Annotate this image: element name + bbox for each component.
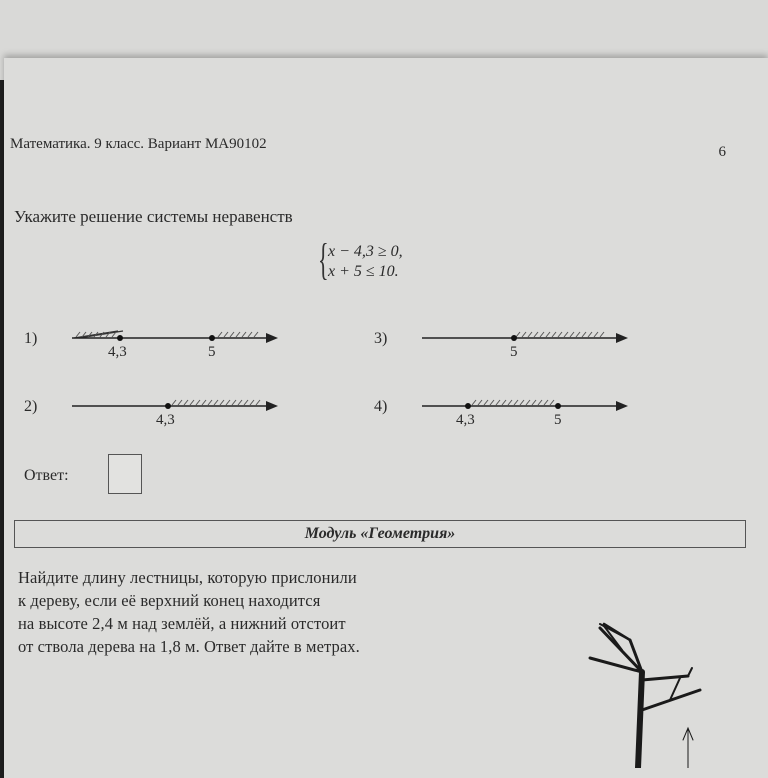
geometry-task-line-3: на высоте 2,4 м над землёй, а нижний отстоит xyxy=(18,614,346,633)
option-2-number-line[interactable] xyxy=(68,396,282,442)
option-4-tick-2: 5 xyxy=(554,412,562,428)
option-1-tick-2: 5 xyxy=(208,344,216,360)
option-4-number-line[interactable] xyxy=(418,396,632,442)
option-3-tick-1: 5 xyxy=(510,344,518,360)
task-prompt: Укажите решение системы неравенств xyxy=(14,207,293,226)
page-number: 6 xyxy=(718,144,726,160)
answer-input-box[interactable] xyxy=(108,454,142,494)
option-1-number-line[interactable] xyxy=(68,328,282,374)
geometry-task-line-1: Найдите длину лестницы, которую прислонили xyxy=(18,568,357,587)
worksheet-header: Математика. 9 класс. Вариант МА90102 xyxy=(10,136,267,152)
inequality-1: x − 4,3 ≥ 0, xyxy=(328,243,403,260)
option-4-label: 4) xyxy=(374,398,388,415)
module-header xyxy=(14,520,746,548)
inequality-system xyxy=(318,235,403,284)
tree-illustration xyxy=(570,560,750,768)
option-3-number-line[interactable] xyxy=(418,328,632,374)
option-1-tick-1: 4,3 xyxy=(108,344,127,360)
option-2-tick-1: 4,3 xyxy=(156,412,175,428)
system-brace: { xyxy=(318,235,329,284)
geometry-task-line-4: от ствола дерева на 1,8 м. Ответ дайте в метрах. xyxy=(18,637,360,656)
module-title: Модуль «Геометрия» xyxy=(304,525,456,542)
option-3-label: 3) xyxy=(374,330,388,347)
inequality-2: x + 5 ≤ 10. xyxy=(328,263,399,280)
geometry-task-text xyxy=(18,566,468,658)
option-2-label: 2) xyxy=(24,398,38,415)
option-4-tick-1: 4,3 xyxy=(456,412,475,428)
option-1-label: 1) xyxy=(24,330,38,347)
geometry-task-line-2: к дереву, если её верхний конец находится xyxy=(18,591,321,610)
answer-label: Ответ: xyxy=(24,467,69,484)
